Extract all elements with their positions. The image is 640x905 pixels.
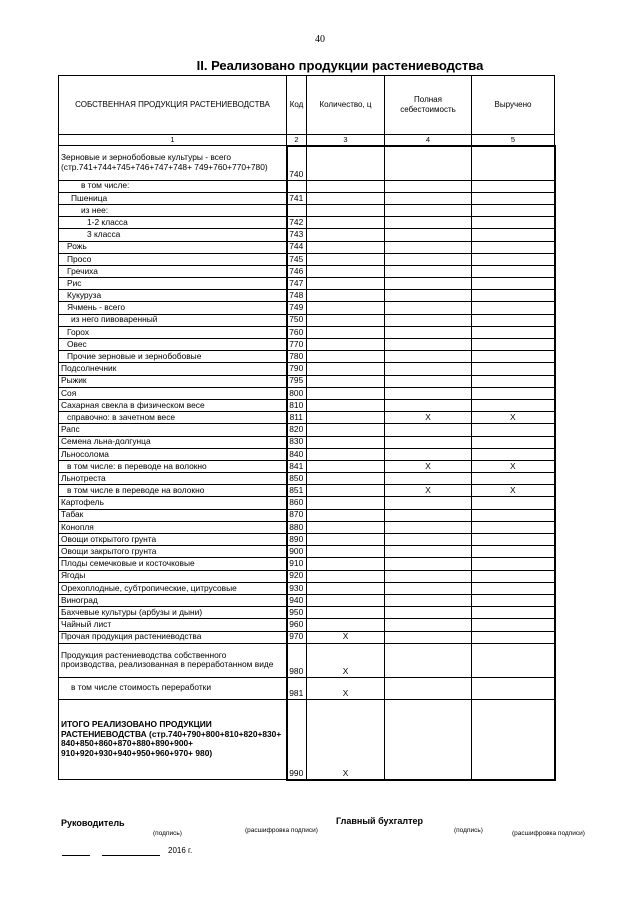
table-row (59, 534, 555, 546)
row-revenue[interactable] (472, 546, 555, 558)
row-name: Овес (59, 339, 287, 351)
row-name: Табак (59, 509, 287, 521)
table-row (59, 265, 555, 277)
row-revenue[interactable] (472, 302, 555, 314)
row-name: 3 класса (59, 229, 287, 241)
row-code: 970 (287, 631, 307, 643)
row-code: 850 (287, 473, 307, 485)
row-revenue[interactable] (472, 253, 555, 265)
realization-table (58, 75, 556, 781)
table-row (59, 485, 555, 497)
table-row (59, 643, 555, 677)
date-day-line (62, 855, 90, 856)
table-row (59, 412, 555, 424)
row-code: 920 (287, 570, 307, 582)
row-name: Продукция растениеводства собственного производства, реализованная в переработанном виде (59, 643, 287, 677)
row-quantity[interactable] (307, 375, 385, 387)
table-row (59, 546, 555, 558)
row-quantity[interactable] (307, 387, 385, 399)
row-quantity[interactable] (307, 607, 385, 619)
row-revenue[interactable] (472, 363, 555, 375)
row-name: Горох (59, 326, 287, 338)
row-name: ИТОГО РЕАЛИЗОВАНО ПРОДУКЦИИ РАСТЕНИЕВОДСТВА (стр.740+790+800+810+820+830+ 840+850+860+870+880+890+900+ 910+920+930+940+950+960+970+ 980) (59, 699, 287, 780)
row-cost[interactable] (385, 326, 472, 338)
row-code: 851 (287, 485, 307, 497)
row-revenue[interactable] (472, 180, 555, 192)
row-revenue[interactable] (472, 146, 555, 181)
row-cost[interactable] (385, 204, 472, 216)
row-cost[interactable] (385, 241, 472, 253)
table-row (59, 180, 555, 192)
row-name: Виноград (59, 594, 287, 606)
row-cost[interactable]: X (385, 485, 472, 497)
row-name: Зерновые и зернобобовые культуры - всего (стр.741+744+745+746+747+748+ 749+760+770+780) (59, 146, 287, 181)
header-cost: Полная себестоимость (385, 76, 472, 135)
row-name: Рожь (59, 241, 287, 253)
row-quantity[interactable] (307, 412, 385, 424)
row-quantity[interactable] (307, 326, 385, 338)
row-quantity[interactable] (307, 192, 385, 204)
row-cost[interactable] (385, 509, 472, 521)
row-name: Кукуруза (59, 290, 287, 302)
row-code: 810 (287, 399, 307, 411)
row-code: 795 (287, 375, 307, 387)
row-name: Ячмень - всего (59, 302, 287, 314)
row-cost[interactable] (385, 375, 472, 387)
row-name: Рыжик (59, 375, 287, 387)
row-revenue[interactable] (472, 241, 555, 253)
row-code: 742 (287, 217, 307, 229)
row-code: 880 (287, 521, 307, 533)
row-code: 740 (287, 146, 307, 181)
row-cost[interactable] (385, 424, 472, 436)
row-name: в том числе: (59, 180, 287, 192)
row-quantity[interactable] (307, 339, 385, 351)
row-quantity[interactable] (307, 582, 385, 594)
row-quantity[interactable]: X (307, 677, 385, 699)
header-qty: Количество, ц (307, 76, 385, 135)
table-row (59, 424, 555, 436)
row-revenue[interactable]: X (472, 460, 555, 472)
table-row (59, 204, 555, 216)
row-code: 930 (287, 582, 307, 594)
row-revenue[interactable] (472, 521, 555, 533)
row-name: Просо (59, 253, 287, 265)
row-revenue[interactable] (472, 351, 555, 363)
head-decode-caption: (расшифровка подписи) (245, 827, 318, 834)
row-code: 820 (287, 424, 307, 436)
row-revenue[interactable]: X (472, 485, 555, 497)
row-code: 746 (287, 265, 307, 277)
row-code: 811 (287, 412, 307, 424)
row-cost[interactable] (385, 363, 472, 375)
row-quantity[interactable] (307, 436, 385, 448)
row-cost[interactable] (385, 521, 472, 533)
row-cost[interactable] (385, 314, 472, 326)
row-name: Овощи открытого грунта (59, 534, 287, 546)
row-revenue[interactable] (472, 424, 555, 436)
row-code: 745 (287, 253, 307, 265)
row-revenue[interactable] (472, 699, 555, 780)
row-revenue[interactable] (472, 265, 555, 277)
row-revenue[interactable] (472, 204, 555, 216)
table-row (59, 594, 555, 606)
row-name: в том числе: в переводе на волокно (59, 460, 287, 472)
row-name: Рапс (59, 424, 287, 436)
row-cost[interactable] (385, 217, 472, 229)
row-cost[interactable] (385, 339, 472, 351)
row-code: 741 (287, 192, 307, 204)
table-row (59, 146, 555, 181)
row-code: 780 (287, 351, 307, 363)
row-code: 981 (287, 677, 307, 699)
row-quantity[interactable] (307, 217, 385, 229)
table-row (59, 558, 555, 570)
row-cost[interactable] (385, 387, 472, 399)
row-code: 750 (287, 314, 307, 326)
row-cost[interactable] (385, 436, 472, 448)
table-row (59, 302, 555, 314)
table-row (59, 448, 555, 460)
row-revenue[interactable] (472, 375, 555, 387)
row-code: 743 (287, 229, 307, 241)
row-quantity[interactable] (307, 399, 385, 411)
row-cost[interactable] (385, 253, 472, 265)
row-cost[interactable] (385, 351, 472, 363)
row-name: Плоды семечковые и косточковые (59, 558, 287, 570)
row-cost[interactable] (385, 619, 472, 631)
row-cost[interactable] (385, 473, 472, 485)
row-quantity[interactable] (307, 278, 385, 290)
table-row (59, 229, 555, 241)
row-quantity[interactable] (307, 302, 385, 314)
row-quantity[interactable] (307, 265, 385, 277)
row-name: в том числе в переводе на волокно (59, 485, 287, 497)
row-name: Гречиха (59, 265, 287, 277)
row-cost[interactable]: X (385, 412, 472, 424)
row-revenue[interactable] (472, 631, 555, 643)
row-code: 830 (287, 436, 307, 448)
row-code: 990 (287, 699, 307, 780)
row-quantity[interactable] (307, 594, 385, 606)
row-name: Льносолома (59, 448, 287, 460)
row-cost[interactable] (385, 534, 472, 546)
row-code: 980 (287, 643, 307, 677)
table-row (59, 363, 555, 375)
row-code: 960 (287, 619, 307, 631)
row-revenue[interactable] (472, 558, 555, 570)
table-row (59, 619, 555, 631)
section-title: II. Реализовано продукции растениеводства (196, 58, 484, 73)
row-revenue[interactable] (472, 217, 555, 229)
row-code: 910 (287, 558, 307, 570)
row-cost[interactable] (385, 607, 472, 619)
row-name: из него пивоваренный (59, 314, 287, 326)
row-code: 940 (287, 594, 307, 606)
table-row (59, 278, 555, 290)
row-revenue[interactable] (472, 192, 555, 204)
row-name: 1-2 класса (59, 217, 287, 229)
row-name: в том числе стоимость переработки (59, 677, 287, 699)
table-row (59, 192, 555, 204)
table-row (59, 509, 555, 521)
row-quantity[interactable] (307, 485, 385, 497)
row-cost[interactable] (385, 497, 472, 509)
table-row (59, 521, 555, 533)
row-revenue[interactable] (472, 677, 555, 699)
row-revenue[interactable] (472, 594, 555, 606)
page-number: 40 (315, 34, 325, 45)
row-quantity[interactable] (307, 424, 385, 436)
row-code: 870 (287, 509, 307, 521)
row-quantity[interactable] (307, 146, 385, 181)
row-revenue[interactable] (472, 387, 555, 399)
row-cost[interactable] (385, 399, 472, 411)
row-revenue[interactable] (472, 534, 555, 546)
table-row (59, 631, 555, 643)
table-row (59, 339, 555, 351)
row-cost[interactable] (385, 546, 472, 558)
row-code: 760 (287, 326, 307, 338)
row-name: Прочие зерновые и зернобобовые (59, 351, 287, 363)
row-quantity[interactable] (307, 497, 385, 509)
row-code: 748 (287, 290, 307, 302)
row-quantity[interactable]: X (307, 699, 385, 780)
row-revenue[interactable] (472, 278, 555, 290)
row-quantity[interactable]: X (307, 631, 385, 643)
accountant-decode-caption: (расшифровка подписи) (512, 830, 585, 837)
table-row (59, 460, 555, 472)
row-code: 744 (287, 241, 307, 253)
table-row (59, 326, 555, 338)
row-cost[interactable] (385, 302, 472, 314)
row-quantity[interactable] (307, 460, 385, 472)
row-name: справочно: в зачетном весе (59, 412, 287, 424)
col-number: 4 (385, 135, 472, 146)
row-quantity[interactable]: X (307, 643, 385, 677)
row-code: 841 (287, 460, 307, 472)
row-revenue[interactable] (472, 399, 555, 411)
row-name: Льнотреста (59, 473, 287, 485)
row-cost[interactable] (385, 180, 472, 192)
row-quantity[interactable] (307, 229, 385, 241)
row-cost[interactable] (385, 448, 472, 460)
row-cost[interactable] (385, 229, 472, 241)
row-code: 890 (287, 534, 307, 546)
row-code: 900 (287, 546, 307, 558)
row-revenue[interactable] (472, 619, 555, 631)
row-revenue[interactable] (472, 509, 555, 521)
table-row (59, 436, 555, 448)
table-row (59, 699, 555, 780)
row-revenue[interactable] (472, 339, 555, 351)
row-quantity[interactable] (307, 241, 385, 253)
row-name: Подсолнечник (59, 363, 287, 375)
row-code: 747 (287, 278, 307, 290)
row-name: Рис (59, 278, 287, 290)
row-name: Картофель (59, 497, 287, 509)
row-code: 860 (287, 497, 307, 509)
header-code: Код (287, 76, 307, 135)
col-number: 3 (307, 135, 385, 146)
row-cost[interactable] (385, 146, 472, 181)
row-quantity[interactable] (307, 290, 385, 302)
row-name: Бахчевые культуры (арбузы и дыни) (59, 607, 287, 619)
table-row (59, 677, 555, 699)
row-cost[interactable] (385, 677, 472, 699)
row-revenue[interactable] (472, 497, 555, 509)
table-row (59, 217, 555, 229)
table-row (59, 570, 555, 582)
row-revenue[interactable] (472, 326, 555, 338)
row-cost[interactable]: X (385, 460, 472, 472)
row-cost[interactable] (385, 192, 472, 204)
row-cost[interactable] (385, 265, 472, 277)
row-revenue[interactable] (472, 290, 555, 302)
row-name: Чайный лист (59, 619, 287, 631)
row-revenue[interactable] (472, 229, 555, 241)
row-revenue[interactable] (472, 436, 555, 448)
row-name: Ягоды (59, 570, 287, 582)
row-quantity[interactable] (307, 204, 385, 216)
row-quantity[interactable] (307, 314, 385, 326)
row-code: 950 (287, 607, 307, 619)
row-quantity[interactable] (307, 534, 385, 546)
row-revenue[interactable] (472, 473, 555, 485)
row-revenue[interactable] (472, 314, 555, 326)
row-quantity[interactable] (307, 509, 385, 521)
table-row (59, 473, 555, 485)
row-revenue[interactable]: X (472, 412, 555, 424)
row-quantity[interactable] (307, 473, 385, 485)
row-cost[interactable] (385, 278, 472, 290)
col-number: 1 (59, 135, 287, 146)
row-name: Сахарная свекла в физическом весе (59, 399, 287, 411)
row-name: Пшеница (59, 192, 287, 204)
header-revenue: Выручено (472, 76, 555, 135)
row-revenue[interactable] (472, 448, 555, 460)
table-row (59, 375, 555, 387)
row-cost[interactable] (385, 570, 472, 582)
row-revenue[interactable] (472, 570, 555, 582)
row-quantity[interactable] (307, 351, 385, 363)
row-name: Семена льна-долгунца (59, 436, 287, 448)
row-cost[interactable] (385, 290, 472, 302)
col-number: 5 (472, 135, 555, 146)
table-row (59, 387, 555, 399)
head-label: Руководитель (61, 818, 125, 828)
row-quantity[interactable] (307, 363, 385, 375)
table-row (59, 290, 555, 302)
accountant-label: Главный бухгалтер (336, 816, 424, 826)
row-cost[interactable] (385, 558, 472, 570)
row-code: 749 (287, 302, 307, 314)
column-number-row (59, 135, 555, 146)
table-row (59, 497, 555, 509)
row-quantity[interactable] (307, 558, 385, 570)
row-cost[interactable] (385, 643, 472, 677)
row-code: 800 (287, 387, 307, 399)
row-quantity[interactable] (307, 619, 385, 631)
row-revenue[interactable] (472, 582, 555, 594)
accountant-signature-caption: (подпись) (454, 827, 483, 834)
row-name: из нее: (59, 204, 287, 216)
row-code (287, 204, 307, 216)
date-month-line (102, 855, 160, 856)
row-code: 790 (287, 363, 307, 375)
row-cost[interactable] (385, 699, 472, 780)
row-name: Конопля (59, 521, 287, 533)
row-code: 840 (287, 448, 307, 460)
row-name: Овощи закрытого грунта (59, 546, 287, 558)
row-quantity[interactable] (307, 448, 385, 460)
header-name: СОБСТВЕННАЯ ПРОДУКЦИЯ РАСТЕНИЕВОДСТВА (59, 76, 287, 135)
row-quantity[interactable] (307, 180, 385, 192)
table-row (59, 351, 555, 363)
row-name: Прочая продукция растениеводства (59, 631, 287, 643)
row-quantity[interactable] (307, 521, 385, 533)
table-row (59, 253, 555, 265)
row-quantity[interactable] (307, 570, 385, 582)
row-name: Соя (59, 387, 287, 399)
row-quantity[interactable] (307, 253, 385, 265)
col-number: 2 (287, 135, 307, 146)
head-signature-caption: (подпись) (153, 830, 182, 837)
row-revenue[interactable] (472, 607, 555, 619)
row-cost[interactable] (385, 594, 472, 606)
row-quantity[interactable] (307, 546, 385, 558)
row-cost[interactable] (385, 582, 472, 594)
table-row (59, 399, 555, 411)
row-name: Орехоплодные, субтропические, цитрусовые (59, 582, 287, 594)
table-row (59, 607, 555, 619)
row-revenue[interactable] (472, 643, 555, 677)
table-row (59, 241, 555, 253)
row-code: 770 (287, 339, 307, 351)
table-row (59, 314, 555, 326)
table-row (59, 582, 555, 594)
date-year: 2016 г. (168, 846, 193, 855)
table-header-row (59, 76, 555, 135)
row-cost[interactable] (385, 631, 472, 643)
row-code (287, 180, 307, 192)
